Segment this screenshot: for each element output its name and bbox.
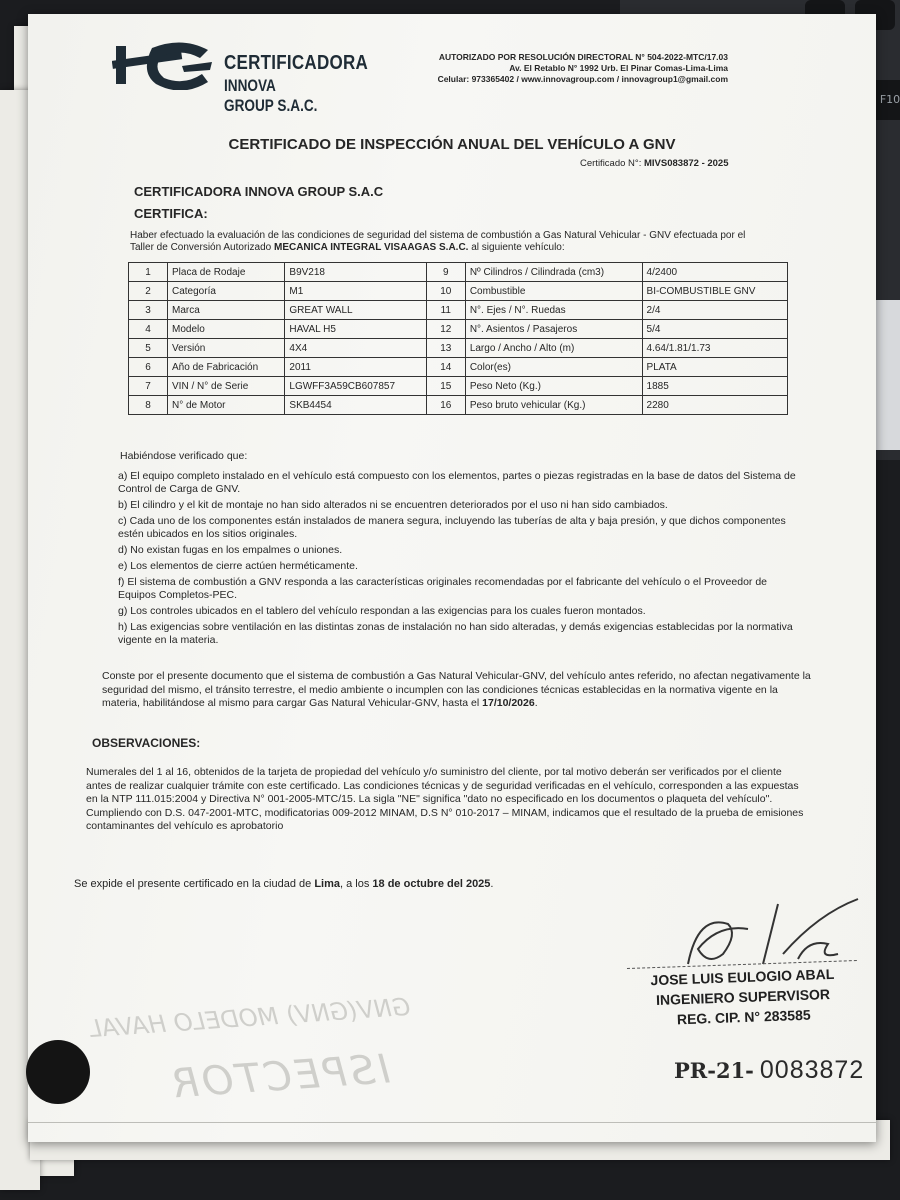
issued-end: . <box>490 878 494 890</box>
verification-item: b) El cilindro y el kit de montaje no han sido alterados ni se encuentren deteriorados por el uso ni han sido cambiados. <box>118 499 668 511</box>
spec-number: 4 <box>129 320 168 339</box>
workshop-name: MECANICA INTEGRAL VISAAGAS S.A.C. <box>273 242 469 253</box>
spec-number: 1 <box>129 263 168 282</box>
bleed-through-text: ISPECTOR <box>166 1046 392 1108</box>
verification-item: g) Los controles ubicados en el tablero del vehículo respondan a las exigencias para los cuales fueron montados. <box>118 605 646 617</box>
spec-number: 15 <box>426 377 465 396</box>
spec-value: GREAT WALL <box>285 301 426 320</box>
spec-label: Marca <box>168 301 285 320</box>
spec-value: SKB4454 <box>285 396 426 415</box>
spec-row <box>129 320 788 339</box>
spec-label: Nº Cilindros / Cilindrada (cm3) <box>465 263 642 282</box>
spec-number: 13 <box>426 339 465 358</box>
spec-number: 14 <box>426 358 465 377</box>
intro-paragraph <box>130 230 770 254</box>
header-info <box>388 52 728 85</box>
intro-text-end: al siguiente vehículo: <box>468 242 565 253</box>
signature-block <box>627 960 859 1031</box>
spec-value: 4/2400 <box>642 263 787 282</box>
issued-text: Se expide el presente certificado en la ciudad de <box>74 878 315 890</box>
spec-number: 12 <box>426 320 465 339</box>
spec-row <box>129 339 788 358</box>
company-name: CERTIFICADORA INNOVA GROUP S.A.C <box>134 184 384 199</box>
validity-date: 17/10/2026 <box>482 697 535 709</box>
issued-text: , a los <box>340 878 373 890</box>
serial-prefix: PR-21- <box>674 1058 754 1083</box>
conste-end: . <box>534 697 538 709</box>
spec-value: 4.64/1.81/1.73 <box>642 339 787 358</box>
logo-text: CERTIFICADORA <box>224 52 369 74</box>
verification-item: e) Los elementos de cierre actúen herméticamente. <box>118 560 358 572</box>
observations-heading: OBSERVACIONES: <box>92 736 201 750</box>
signer-role: INGENIERO SUPERVISOR <box>655 985 831 1009</box>
spec-number: 3 <box>129 301 168 320</box>
certificate-number <box>580 158 729 169</box>
verification-item: d) No existan fugas en los empalmes o uniones. <box>118 544 343 556</box>
serial-value: 0083872 <box>759 1056 865 1084</box>
spec-value: 4X4 <box>285 339 426 358</box>
spec-row <box>129 263 788 282</box>
issued-date: 18 de octubre del 2025 <box>372 878 491 890</box>
spec-value: BI-COMBUSTIBLE GNV <box>642 282 787 301</box>
spec-value: 5/4 <box>642 320 787 339</box>
punch-hole <box>26 1040 90 1104</box>
spec-number: 16 <box>426 396 465 415</box>
spec-value: 2280 <box>642 396 787 415</box>
spec-row <box>129 358 788 377</box>
conste-paragraph <box>102 670 812 711</box>
spec-value: PLATA <box>642 358 787 377</box>
bleed-through-text: GNV(GNV) MODELO HAVAL <box>87 992 412 1044</box>
verification-item: h) Las exigencias sobre ventilación en las distintas zonas de instalación no han sido alteradas, y demás exigencias establecidas por la normativa vigente en la materia. <box>118 621 793 646</box>
spec-label: Color(es) <box>465 358 642 377</box>
divider <box>28 1122 876 1124</box>
spec-label: Año de Fabricación <box>168 358 285 377</box>
issued-city: Lima <box>314 878 341 890</box>
spec-number: 5 <box>129 339 168 358</box>
spec-value: 1885 <box>642 377 787 396</box>
spec-label: N°. Asientos / Pasajeros <box>465 320 642 339</box>
logo-mark-icon <box>112 38 222 90</box>
verified-intro: Habiéndose verificado que: <box>120 450 248 462</box>
issued-statement <box>74 878 493 890</box>
spec-label: Placa de Rodaje <box>168 263 285 282</box>
spec-value: HAVAL H5 <box>285 320 426 339</box>
spec-value: B9V218 <box>285 263 426 282</box>
spec-number: 8 <box>129 396 168 415</box>
spec-number: 10 <box>426 282 465 301</box>
spec-label: Modelo <box>168 320 285 339</box>
spec-label: VIN / N° de Serie <box>168 377 285 396</box>
spec-number: 11 <box>426 301 465 320</box>
signer-registration: REG. CIP. N° 283585 <box>676 1006 811 1028</box>
intro-text: Haber efectuado la evaluación de las condiciones de seguridad del sistema de combustión a Gas Natural Vehicular - GNV efectuada por el Taller de Conversión Autorizado <box>130 230 746 253</box>
observation-paragraph: Cumpliendo con D.S. 047-2001-MTC, modificatorias 009-2012 MINAM, D.S N° 010-2017 – MINAM, indicamos que el resultado de la prueba de emisiones contaminantes del vehículo es aprobatorio <box>86 806 804 832</box>
spec-row <box>129 301 788 320</box>
certificate-page <box>28 14 876 1142</box>
logo-subtext: INNOVA GROUP S.A.C. <box>224 76 318 115</box>
spec-number: 9 <box>426 263 465 282</box>
document-title: CERTIFICADO DE INSPECCIÓN ANUAL DEL VEHÍCULO A GNV <box>228 136 676 153</box>
spec-number: 2 <box>129 282 168 301</box>
header-authorization: AUTORIZADO POR RESOLUCIÓN DIRECTORAL N° 504-2022-MTC/17.03 <box>438 52 728 62</box>
certificate-number-label: Certificado N°: <box>580 158 642 169</box>
spec-value: 2/4 <box>642 301 787 320</box>
spec-label: Categoría <box>168 282 285 301</box>
vehicle-spec-table <box>128 262 788 415</box>
spec-row <box>129 396 788 415</box>
verification-item: f) El sistema de combustión a GNV responda a las características originales recomendadas por el fabricante del vehículo o el Proveedor de Equipos Completos-PEC. <box>118 576 768 601</box>
certificate-number-value: MIVS083872 - 2025 <box>644 158 729 169</box>
laptop-key-f10: F10 <box>870 80 900 120</box>
spec-row <box>129 377 788 396</box>
spec-label: Peso Neto (Kg.) <box>465 377 642 396</box>
observation-paragraph: Numerales del 1 al 16, obtenidos de la tarjeta de propiedad del vehículo y/o suministro del cliente, por tal motivo deberán ser verificados por el cliente antes de realizar cualquier trámite con este certificado. Las condiciones técnicas y de seguridad verificadas en el vehículo, corresponden a las expuestas en la NTP 111.015:2004 y Directiva N° 001-2005-MTC/15. La sigla "NE" significa "dato no especificado en los documentos o plaqueta del vehículo". <box>86 766 799 805</box>
conste-text: Conste por el presente documento que el sistema de combustión a Gas Natural Vehicular-GNV, del vehículo antes referido, no afectan negativamente la seguridad del mismo, el tránsito terrestre, el medio ambiente o incumplen con las condiciones técnicas establecidas en la normativa vigente en la materia, habilitándose al mismo para cargar Gas Natural Vehicular-GNV, hasta el <box>102 670 811 709</box>
spec-label: Peso bruto vehicular (Kg.) <box>465 396 642 415</box>
company-logo <box>112 34 369 115</box>
spec-row <box>129 282 788 301</box>
spec-label: N°. Ejes / N°. Ruedas <box>465 301 642 320</box>
spec-label: N° de Motor <box>168 396 285 415</box>
verification-item: a) El equipo completo instalado en el vehículo está compuesto con los elementos, partes o piezas registradas en la base de datos del Sistema de Control de Carga de GNV. <box>118 470 796 495</box>
header-address: Av. El Retablo N° 1992 Urb. El Pinar Comas-Lima-Lima <box>509 63 728 73</box>
spec-label: Versión <box>168 339 285 358</box>
observations <box>86 766 806 834</box>
spec-label: Largo / Ancho / Alto (m) <box>465 339 642 358</box>
spec-number: 6 <box>129 358 168 377</box>
header-contact: Celular: 973365402 / www.innovagroup.com / innovagroup1@gmail.com <box>437 74 728 84</box>
verification-list <box>118 470 798 650</box>
spec-value: 2011 <box>285 358 426 377</box>
spec-number: 7 <box>129 377 168 396</box>
spec-label: Combustible <box>465 282 642 301</box>
spec-value: LGWFF3A59CB607857 <box>285 377 426 396</box>
certifica-heading: CERTIFICA: <box>134 206 208 221</box>
spec-value: M1 <box>285 282 426 301</box>
serial-number <box>674 1056 864 1085</box>
verification-item: c) Cada uno de los componentes están instalados de manera segura, incluyendo las tuberías de alta y baja presión, y que dichos componentes estén ubicados en los sitios originales. <box>118 515 786 540</box>
signer-name: JOSE LUIS EULOGIO ABAL <box>627 960 858 991</box>
